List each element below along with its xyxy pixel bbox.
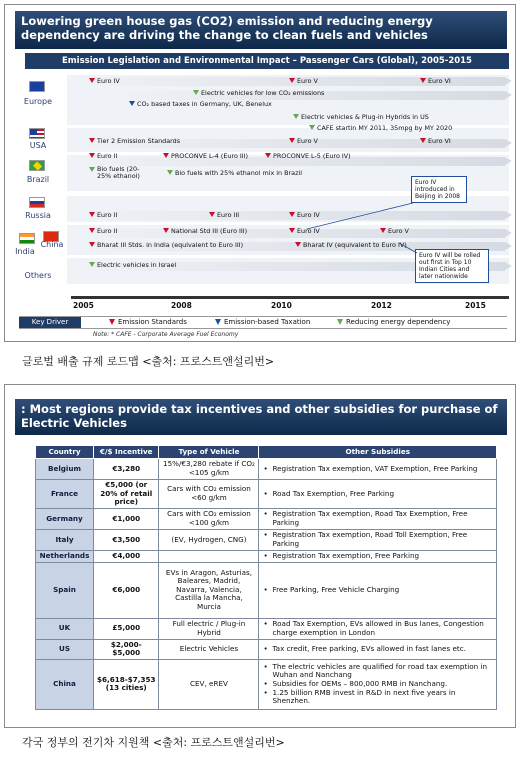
event-euro-vi-europe: Euro VI [420,77,451,85]
event-euro-iv-europe: Euro IV [89,77,120,85]
table-row [36,480,497,509]
event-ev-plugin-us: Electric vehicles & Plug-in Hybrids in US [293,113,429,121]
header-country: Country [36,446,94,459]
event-bharat-iv: Bharat IV (equivalent to Euro IV) [295,241,407,249]
cell-country: UK [36,618,94,639]
subsidies-table [35,445,497,710]
region-label-brazil: Brazil [26,175,50,184]
header-incentive: €/$ Incentive [94,446,159,459]
subsidy-item: • Road Tax Exemption, EVs allowed in Bus lanes, Congestion charge exemption in London [262,620,493,637]
callout-beijing-pointer [305,195,425,235]
subsidy-item: • Registration Tax exemption, Road Toll Exemption, Free Parking [262,531,493,548]
event-euro-v-europe: Euro V [289,77,318,85]
event-euro-iv-russia: Euro IV [289,211,320,219]
cell-vehicle [159,551,259,563]
cell-incentive: €6,000 [94,562,159,618]
region-label-europe: Europe [23,97,53,106]
region-label-russia: Russia [25,211,51,220]
subsidy-item: • Registration Tax exemption, Road Tax Exemption, Free Parking [262,510,493,527]
region-label-india: India [15,247,35,256]
key-driver-legend [19,316,507,329]
cell-incentive: €3,280 [94,459,159,480]
region-label-usa: USA [29,141,47,150]
table-row [36,639,497,659]
subsidies-caption: 각국 정부의 전기차 지원책 <출처: 프로스트앤설리번> [22,736,285,749]
cell-subsidies [259,530,497,551]
subsidy-item: • Registration Tax exemption, Free Parking [262,552,493,561]
cell-incentive: €4,000 [94,551,159,563]
event-cafe: CAFE startin MY 2011, 35mpg by MY 2020 [309,124,452,132]
cell-country: US [36,639,94,659]
cell-country: Spain [36,562,94,618]
roadmap-subtitle: Emission Legislation and Environmental Impact – Passenger Cars (Global), 2005-2015 [25,53,509,69]
us-flag-icon [29,128,45,139]
cell-vehicle: Cars with CO₂ emission <60 g/km [159,480,259,509]
cell-subsidies [259,562,497,618]
callout-india-pointer [397,241,419,255]
subsidy-item: • 1.25 billion RMB invest in R&D in next five years in Shenzhen. [262,689,493,706]
cell-vehicle: Full electric / Plug-in Hybrid [159,618,259,639]
event-euro-v-china: Euro V [380,227,409,235]
cell-country: France [36,480,94,509]
cell-vehicle: EVs in Aragon, Asturias, Baleares, Madrid, Navarra, Valencia, Castilla la Mancha, Murcia [159,562,259,618]
region-label-china: China [40,240,64,249]
subsidy-item: • The electric vehicles are qualified for road tax exemption in Wuhan and Nanchang [262,663,493,680]
event-euro-ii-russia: Euro II [89,211,117,219]
table-row [36,530,497,551]
subsidy-item: • Free Parking, Free Vehicle Charging [262,586,493,595]
cell-subsidies [259,459,497,480]
event-euro-vi-usa: Euro VI [420,137,451,145]
cell-country: Germany [36,509,94,530]
event-proconve-l4: PROCONVE L-4 (Euro III) [163,152,248,160]
subsidies-banner-title: : Most regions provide tax incentives and other subsidies for purchase of Electric Vehicles [15,399,507,435]
year-2010: 2010 [271,301,292,310]
cell-incentive: $6,618-$7,353 (13 cities) [94,659,159,709]
event-tier2: Tier 2 Emission Standards [89,137,180,145]
cell-country: Netherlands [36,551,94,563]
roadmap-caption: 글로벌 배출 규제 로드맵 <출처: 프로스트앤설리번> [22,355,275,368]
event-euro-ii-china: Euro II [89,227,117,235]
year-2008: 2008 [171,301,192,310]
event-biofuels: Bio fuels (20-25% ethanol) [89,166,147,180]
eu-flag-icon [29,81,45,92]
table-row [36,618,497,639]
cell-subsidies [259,659,497,709]
event-proconve-l5: PROCONVE L-5 (Euro IV) [265,152,351,160]
cell-vehicle: (EV, Hydrogen, CNG) [159,530,259,551]
subsidy-item: • Road Tax Exemption, Free Parking [262,490,493,499]
cell-vehicle: 15%/€3,280 rebate if CO₂ <105 g/km [159,459,259,480]
legend-emission-standards: Emission Standards [109,318,187,327]
emission-roadmap-figure [4,4,516,342]
roadmap-banner-title: Lowering green house gas (CO2) emission and reducing energy dependency are driving the change to clean fuels and vehicles [15,11,507,49]
subsidy-item: • Subsidies for OEMs – 800,000 RMB in Nanchang. [262,680,493,689]
event-euro-iii-russia: Euro III [209,211,239,219]
cell-incentive: €1,000 [94,509,159,530]
cell-subsidies [259,639,497,659]
event-ev-israel: Electric vehicles in Israel [89,261,176,269]
brazil-flag-icon [29,160,45,171]
timeline-axis [71,296,509,299]
cell-country: Belgium [36,459,94,480]
event-euro-iv-china: Euro IV [289,227,320,235]
subsidy-item: • Tax credit, Free parking, EVs allowed in fast lanes etc. [262,645,493,654]
event-euro-v-usa: Euro V [289,137,318,145]
cell-incentive: €3,500 [94,530,159,551]
cell-subsidies [259,480,497,509]
year-2005: 2005 [73,301,94,310]
russia-flag-icon [29,197,45,208]
event-ev-low-co2: Electric vehicles for low CO₂ emissions [193,89,324,97]
table-row [36,509,497,530]
event-bharat-iii: Bharat III Stds. in India (equivalent to Euro III) [89,241,243,249]
table-row [36,562,497,618]
table-row [36,459,497,480]
ev-subsidies-figure [4,384,516,728]
legend-emission-taxation: Emission-based Taxation [215,318,310,327]
event-biofuels-25: Bio fuels with 25% ethanol mix in Brazil [167,169,302,177]
year-2012: 2012 [371,301,392,310]
cell-incentive: £5,000 [94,618,159,639]
cell-subsidies [259,618,497,639]
header-other-subsidies: Other Subsidies [259,446,497,459]
event-euro-ii-brazil: Euro II [89,152,117,160]
region-label-others: Others [24,271,52,280]
cell-subsidies [259,551,497,563]
event-national-std-iii: National Std III (Euro III) [163,227,247,235]
key-driver-label: Key Driver [19,317,81,328]
header-vehicle-type: Type of Vehicle [159,446,259,459]
table-row [36,551,497,563]
cell-incentive: $2,000- $5,000 [94,639,159,659]
cell-country: Italy [36,530,94,551]
india-flag-icon [19,233,35,244]
legend-energy-dependency: Reducing energy dependency [337,318,450,327]
cell-incentive: €5,000 (or 20% of retail price) [94,480,159,509]
cell-subsidies [259,509,497,530]
subsidy-item: • Registration Tax exemption, VAT Exemption, Free Parking [262,465,493,474]
year-2015: 2015 [465,301,486,310]
cell-vehicle: Cars with CO₂ emission <100 g/km [159,509,259,530]
event-co2-taxes: CO₂ based taxes in Germany, UK, Benelux [129,100,272,108]
cell-vehicle: CEV, eREV [159,659,259,709]
callout-india: Euro IV will be rolled out first in Top 10 Indian Cities and later nationwide [415,249,489,283]
cell-vehicle: Electric Vehicles [159,639,259,659]
callout-beijing: Euro IV introduced in Beijing in 2008 [411,176,467,203]
cell-country: China [36,659,94,709]
table-row [36,659,497,709]
cafe-note: Note: * CAFE - Corporate Average Fuel Economy [93,331,239,338]
